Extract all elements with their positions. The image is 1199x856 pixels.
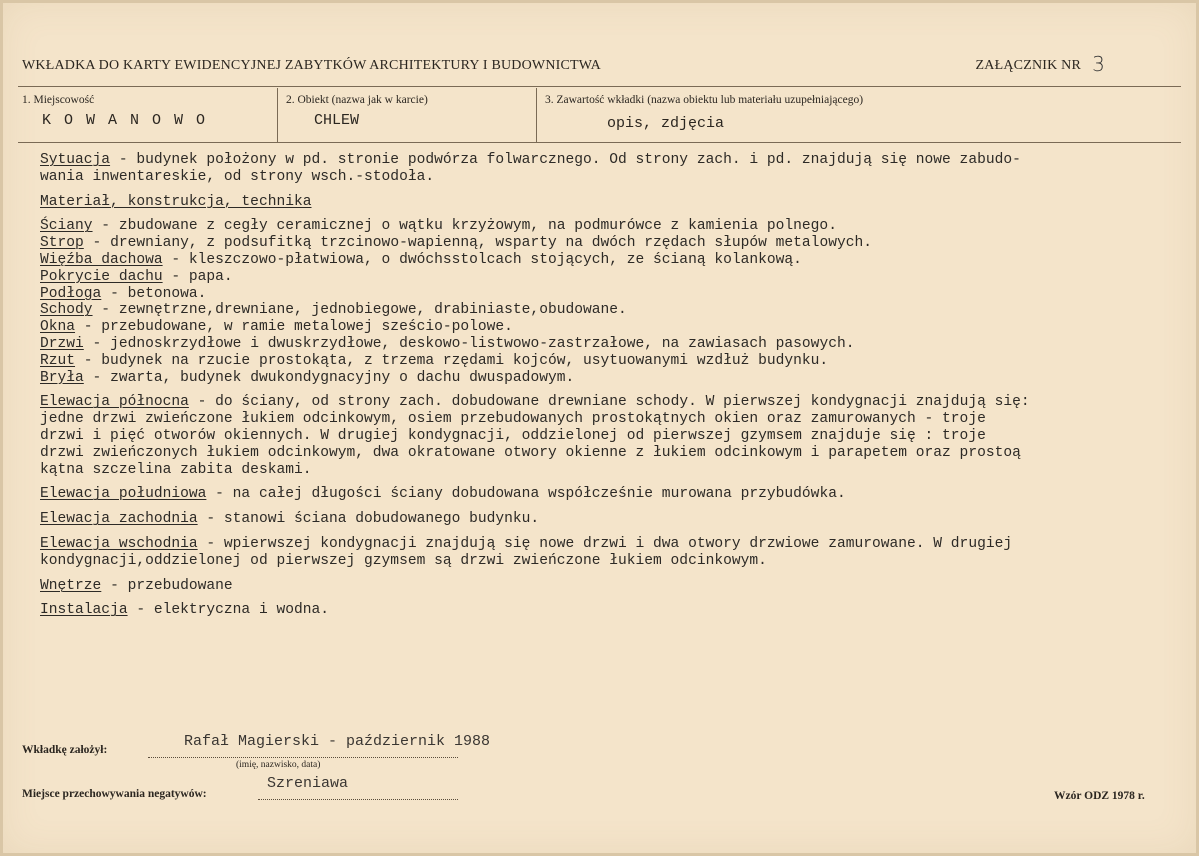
section-truss [40, 252, 1180, 269]
floor-heading: Podłoga [40, 285, 102, 302]
ceiling-text: - drewniany, z podsufitką trzcinowo-wapienną, wsparty na dwóch rzędach słupów metalowych. [83, 235, 872, 252]
section-installation [40, 602, 1180, 619]
section-ceiling [40, 235, 1180, 252]
header-divider-top [18, 86, 1181, 87]
section-walls [40, 218, 1180, 235]
installation-heading: Instalacja [40, 602, 128, 619]
section-material [40, 194, 1180, 211]
section-mass [40, 370, 1180, 387]
section-plan [40, 353, 1180, 370]
material-heading: Materiał, konstrukcja, technika [40, 193, 312, 210]
negatives-label: Miejsce przechowywania negatywów: [22, 788, 207, 800]
east-text: - wpierwszej kondygnacji znajdują się nowe drzwi i dwa otwory drzwiowe zamurowane. W drugiej kondygnacji,oddzielonej od pierwszej gzymsem są drzwi zwieńczone łukiem odcinkowym. [40, 535, 1013, 569]
interior-text: - przebudowane [101, 577, 233, 594]
section-north-elevation [40, 394, 1180, 478]
roofing-text: - papa. [162, 268, 233, 285]
author-dotted-line [148, 757, 458, 758]
section-stairs [40, 302, 1180, 319]
card-header [22, 52, 1177, 82]
section-roofing [40, 269, 1180, 286]
author-label: Wkładkę założył: [22, 744, 108, 756]
situation-text: - budynek położony w pd. stronie podwórza folwarcznego. Od strony zach. i pd. znajdują się nowe zabudo- wania inwentareskie, od strony wsch.-stodoła. [40, 152, 1021, 185]
content-label: 3. Zawartość wkładki (nazwa obiektu lub materiału uzupełniającego) [545, 94, 864, 106]
north-text: - do ściany, od strony zach. dobudowane drewniane schody. W pierwszej kondygnacji znajdują się: jedne drzwi zwieńczone łukiem odcinkowym, osiem przebudowanych prostokątnych okien oraz zamurowanych - troje drzwi i pięć otworów okiennych. W drugiej kondygnacji, oddzielonej od pierwszej gzymsem znajduje się : troje drzwi zwieńczonych łukiem odcinkowym, dwa okratowane otwory okienne z łukiem odcinkowym i parapetem oraz prostoą kątna szczelina zabita deskami. [40, 394, 1030, 478]
section-windows [40, 319, 1180, 336]
object-label: 2. Obiekt (nazwa jak w karcie) [286, 94, 428, 106]
walls-heading: Ściany [40, 218, 93, 235]
section-interior [40, 578, 1180, 595]
situation-heading: Sytuacja [40, 152, 111, 168]
west-heading: Elewacja zachodnia [40, 511, 198, 528]
truss-heading: Więźba dachowa [40, 251, 163, 268]
south-heading: Elewacja południowa [40, 486, 207, 503]
truss-text: - kleszczowo-płatwiowa, o dwóchsstolcach stojących, ze ścianą kolankową. [162, 251, 802, 268]
section-floor [40, 286, 1180, 303]
roofing-heading: Pokrycie dachu [40, 268, 163, 285]
interior-heading: Wnętrze [40, 577, 102, 594]
description-body [40, 152, 1180, 627]
windows-heading: Okna [40, 319, 76, 336]
author-hint: (imię, nazwisko, data) [236, 760, 321, 770]
floor-text: - betonowa. [101, 285, 207, 302]
content-value: opis, zdjęcia [607, 115, 725, 132]
negatives-dotted-line [258, 799, 458, 800]
author-value: Rafał Magierski - październik 1988 [184, 733, 491, 750]
negatives-value: Szreniawa [267, 775, 349, 792]
south-text: - na całej długości ściany dobudowana współcześnie murowana przybudówka. [206, 486, 846, 503]
object-value: CHLEW [314, 112, 360, 129]
annex-number: 3 [1092, 52, 1105, 76]
field-separator-1 [277, 88, 278, 142]
installation-text: - elektryczna i wodna. [127, 602, 330, 619]
windows-text: - przebudowane, w ramie metalowej sześcio-polowe. [75, 319, 513, 336]
plan-text: - budynek na rzucie prostokąta, z trzema rzędami kojców, usytuowanymi wzdłuż budynku. [75, 352, 829, 369]
annex-label: ZAŁĄCZNIK NR [975, 58, 1081, 73]
form-code: Wzór ODZ 1978 r. [1054, 790, 1145, 802]
place-value: K O W A N O W O [42, 112, 208, 129]
doors-text: - jednoskrzydłowe i dwuskrzydłowe, deskowo-listwowo-zastrzałowe, na zawiasach pasowych. [83, 335, 855, 352]
ceiling-heading: Strop [40, 235, 84, 252]
walls-text: - zbudowane z cegły ceramicznej o wątku krzyżowym, na podmurówce z kamienia polnego. [92, 218, 837, 235]
north-heading: Elewacja północna [40, 394, 189, 411]
stairs-text: - zewnętrzne,drewniane, jednobiegowe, drabiniaste,obudowane. [92, 302, 627, 319]
section-doors [40, 336, 1180, 353]
doors-heading: Drzwi [40, 335, 84, 352]
plan-heading: Rzut [40, 352, 76, 369]
west-text: - stanowi ściana dobudowanego budynku. [197, 511, 540, 528]
mass-heading: Bryła [40, 369, 84, 386]
section-east-elevation [40, 536, 1180, 570]
field-separator-2 [536, 88, 537, 142]
east-heading: Elewacja wschodnia [40, 535, 198, 552]
place-label: 1. Miejscowość [22, 94, 95, 106]
stairs-heading: Schody [40, 302, 93, 319]
header-divider-bottom [18, 142, 1181, 143]
card-title: WKŁADKA DO KARTY EWIDENCYJNEJ ZABYTKÓW ARCHITEKTURY I BUDOWNICTWA [22, 58, 601, 73]
section-situation [40, 152, 1180, 186]
mass-text: - zwarta, budynek dwukondygnacyjny o dachu dwuspadowym. [83, 369, 575, 386]
section-south-elevation [40, 486, 1180, 503]
section-west-elevation [40, 511, 1180, 528]
